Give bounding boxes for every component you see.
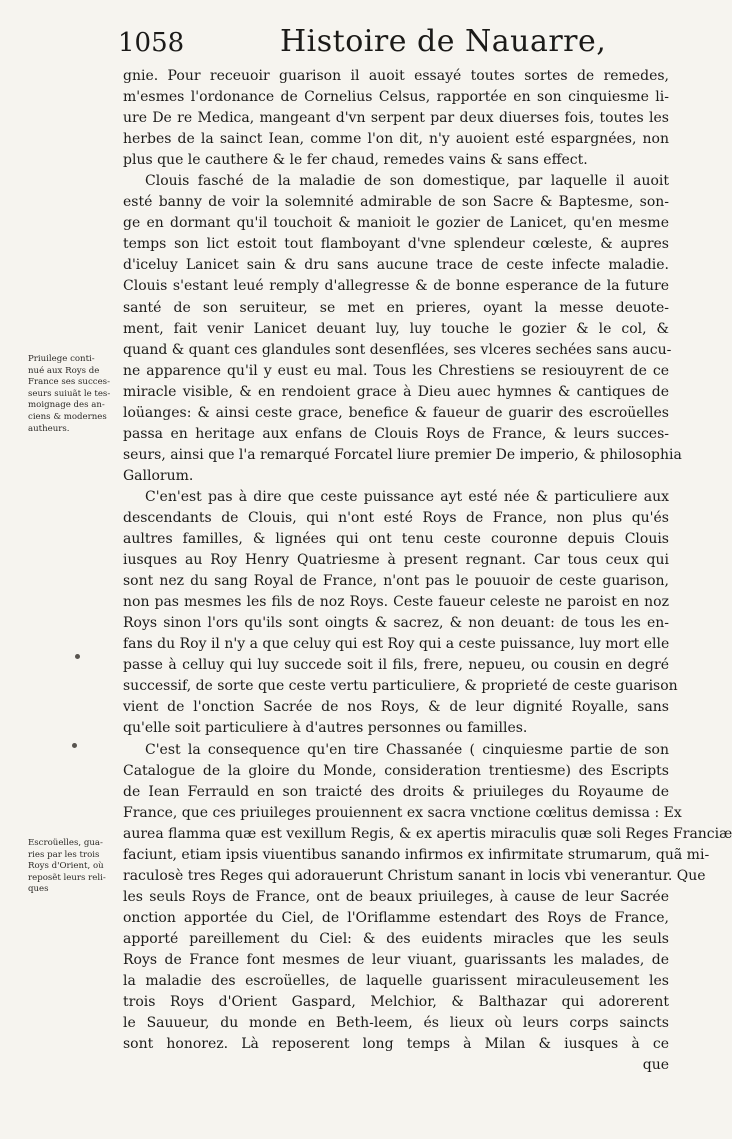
text-line: ment, fait venir Lanicet deuant luy, luy touche le gozier & le col, & <box>123 320 669 337</box>
text-line: ure De re Medica, mangeant d'vn serpent par deux diuerses fois, toutes les <box>123 110 669 127</box>
marginal-note-line: autheurs. <box>28 423 70 434</box>
ink-speck <box>72 743 77 748</box>
text-line: trois Roys d'Orient Gaspard, Melchior, & Balthazar qui adorerent <box>123 994 669 1011</box>
text-line: raculosè tres Reges qui adorauerunt Christum sanant in locis vbi venerantur. Que <box>123 867 706 884</box>
text-line: aultres familles, & lignées qui ont tenu ceste couronne depuis Clouis <box>123 531 669 548</box>
marginal-note-line: reposẽt leurs reli- <box>28 872 106 883</box>
text-line: apporté pareillement du Ciel: & des euidents miracles que les seuls <box>123 930 669 947</box>
text-line: fans du Roy il n'y a que celuy qui est Roy qui a ceste puissance, luy mort elle <box>123 636 670 653</box>
marginal-note-line: moignage des an- <box>28 400 105 411</box>
marginal-note-privilege <box>28 354 124 435</box>
text-line: m'esmes l'ordonance de Cornelius Celsus, rapportée en son cinquiesme li- <box>123 89 669 106</box>
text-line: vient de l'onction Sacrée de nos Roys, & de leur dignité Royalle, sans <box>123 699 669 716</box>
text-line: sont honorez. Là reposerent long temps à Milan & iusques à ce <box>123 1036 669 1053</box>
text-line: Catalogue de la gloire du Monde, consideration trentiesme) des Escripts <box>123 762 669 779</box>
marginal-note-escrouelles <box>28 838 124 896</box>
text-line: C'en'est pas à dire que ceste puissance ayt esté née & particuliere aux <box>145 488 669 505</box>
text-line: iusques au Roy Henry Quatriesme à present regnant. Car tous ceux qui <box>123 552 669 569</box>
ink-speck <box>75 654 80 659</box>
marginal-note-line: ques <box>28 884 49 895</box>
page-header <box>118 22 678 70</box>
text-line: sont nez du sang Royal de France, n'ont pas le pouuoir de ceste guarison, <box>123 573 669 590</box>
text-line: passe à celluy qui luy succede soit il fils, frere, nepueu, ou cousin en degré <box>123 657 669 674</box>
text-line: d'iceluy Lanicet sain & dru sans aucune trace de ceste infecte maladie. <box>123 257 669 274</box>
text-line: loüanges: & ainsi ceste grace, benefice & faueur de guarir des escroüelles <box>123 404 669 421</box>
text-line: quand & quant ces glandules sont desenflées, ses vlceres sechées sans aucu- <box>123 341 672 358</box>
text-line: onction apportée du Ciel, de l'Oriflamme estendart des Roys de France, <box>123 909 669 926</box>
running-title: Histoire de Nauarre, <box>280 24 607 59</box>
marginal-note-line: seurs suiuãt le tes- <box>28 388 111 399</box>
text-line: esté banny de voir la solemnité admirable de son Sacre & Baptesme, son- <box>123 194 669 211</box>
text-line: passa en heritage aux enfans de Clouis Roys de France, & leurs succes- <box>123 425 669 442</box>
text-line: seurs, ainsi que l'a remarqué Forcatel liure premier De imperio, & philosophia <box>123 446 682 463</box>
text-line: Gallorum. <box>123 467 194 484</box>
text-line: Roys sinon l'ors qu'ils sont oingts & sacrez, & non deuant: de tous les en- <box>123 615 669 632</box>
text-line: le Sauueur, du monde en Beth-leem, és lieux où leurs corps saincts <box>123 1015 669 1032</box>
text-line: Clouis s'estant leué remply d'allegresse & de bonne esperance de la future <box>123 278 669 295</box>
text-line: Roys de France font mesmes de leur viuant, guarissants les malades, de <box>123 951 669 968</box>
text-line: C'est la consequence qu'en tire Chassanée ( cinquiesme partie de son <box>145 741 669 758</box>
text-line: qu'elle soit particuliere à d'autres personnes ou familles. <box>123 720 528 737</box>
marginal-note-line: Priuilege conti- <box>28 354 95 364</box>
text-line: ne apparence qu'il y eust eu mal. Tous les Chrestiens se resiouyrent de ce <box>123 362 669 379</box>
catchword: que <box>642 1057 669 1074</box>
text-line: descendants de Clouis, qui n'ont esté Roys de France, non plus qu'és <box>123 509 669 526</box>
text-line: gnie. Pour receuoir guarison il auoit essayé toutes sortes de remedes, <box>123 68 669 84</box>
text-line: les seuls Roys de France, ont de beaux priuileges, à cause de leur Sacrée <box>123 888 669 905</box>
text-line: France, que ces priuileges prouiennent ex sacra vnctione cœlitus demissa : Ex <box>123 804 682 821</box>
text-line: plus que le cauthere & le fer chaud, remedes vains & sans effect. <box>123 152 588 169</box>
text-line: aurea flamma quæ est vexillum Regis, & ex apertis miraculis quæ soli Reges Franciæ <box>123 825 732 842</box>
marginal-note-line: Escroüelles, gua- <box>28 838 103 848</box>
marginal-note-line: France ses succes- <box>28 377 110 388</box>
marginal-note-line: ries par les trois <box>28 849 100 860</box>
text-line: de Iean Ferrauld en son traicté des droits & priuileges du Royaume de <box>123 783 669 800</box>
page-number: 1058 <box>118 28 185 58</box>
marginal-note-line: Roys d'Orient, où <box>28 861 104 872</box>
text-line: ge en dormant qu'il touchoit & manioit le gozier de Lanicet, qu'en mesme <box>123 215 669 232</box>
text-line: successif, de sorte que ceste vertu particuliere, & proprieté de ceste guarison <box>123 678 678 695</box>
text-line: la maladie des escroüelles, de laquelle guarissent miraculeusement les <box>123 973 669 990</box>
marginal-note-line: nué aux Roys de <box>28 365 100 376</box>
text-line: herbes de la sainct Iean, comme l'on dit, n'y auoient esté espargnées, non <box>123 131 669 148</box>
text-line: non pas mesmes les fils de noz Roys. Ceste faueur celeste ne paroist en noz <box>123 594 669 611</box>
text-line: temps son lict estoit tout flamboyant d'vne splendeur cœleste, & aupres <box>123 236 669 253</box>
marginal-note-line: ciens & modernes <box>28 411 107 422</box>
text-line: Clouis fasché de la maladie de son domestique, par laquelle il auoit <box>145 173 669 190</box>
text-line: miracle visible, & en rendoient grace à Dieu auec hymnes & cantiques de <box>123 383 669 400</box>
text-line: faciunt, etiam ipsis viuentibus sanando infirmos ex infirmitate strumarum, quã mi- <box>123 846 710 863</box>
main-text-block <box>123 66 732 1076</box>
text-line: santé de son seruiteur, se met en prieres, oyant la messe deuote- <box>123 299 669 316</box>
